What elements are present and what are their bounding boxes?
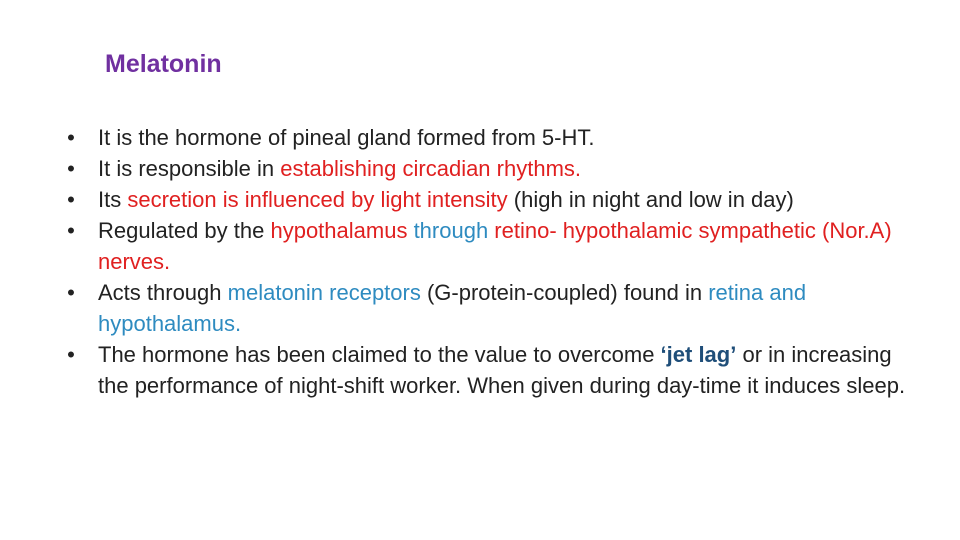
bullet-dot: • — [67, 187, 75, 212]
bullet-item-5 — [56, 277, 906, 339]
bullet-dot: • — [67, 125, 75, 150]
bullet-text: (G-protein-coupled) found in — [420, 280, 709, 305]
bullet-dot: • — [67, 342, 75, 367]
highlight-text: through — [413, 218, 495, 243]
highlight-text: establishing circadian rhythms. — [280, 156, 582, 181]
highlight-text: hypothalamus — [270, 218, 414, 243]
bullet-item-1 — [56, 122, 906, 153]
bullet-text: It is responsible in — [98, 156, 281, 181]
bullet-text: Its — [98, 187, 128, 212]
highlight-text: retino- hypothalamic sympathetic (Nor.A) nerves. — [98, 218, 892, 274]
highlight-text: ‘jet lag’ — [660, 342, 737, 367]
bullet-item-4 — [56, 215, 906, 277]
highlight-text: melatonin receptors — [227, 280, 421, 305]
bullet-list — [56, 122, 906, 401]
bullet-item-2 — [56, 153, 906, 184]
bullet-text: Regulated by the — [98, 218, 271, 243]
bullet-dot: • — [67, 218, 75, 243]
bullet-item-3 — [56, 184, 906, 215]
slide-title: Melatonin — [105, 50, 222, 78]
bullet-item-6 — [56, 339, 906, 401]
highlight-text: secretion is influenced by light intensity — [127, 187, 508, 212]
highlight-text: retina and hypothalamus. — [98, 280, 807, 336]
bullet-text: or in increasing the performance of night-shift worker. When given during day-time it induces sleep. — [98, 342, 906, 398]
bullet-text: It is the hormone of pineal gland formed from 5-HT. — [98, 125, 595, 150]
bullet-dot: • — [67, 156, 75, 181]
bullet-text: (high in night and low in day) — [507, 187, 794, 212]
bullet-text: The hormone has been claimed to the value to overcome — [98, 342, 661, 367]
bullet-dot: • — [67, 280, 75, 305]
bullet-text: Acts through — [98, 280, 228, 305]
